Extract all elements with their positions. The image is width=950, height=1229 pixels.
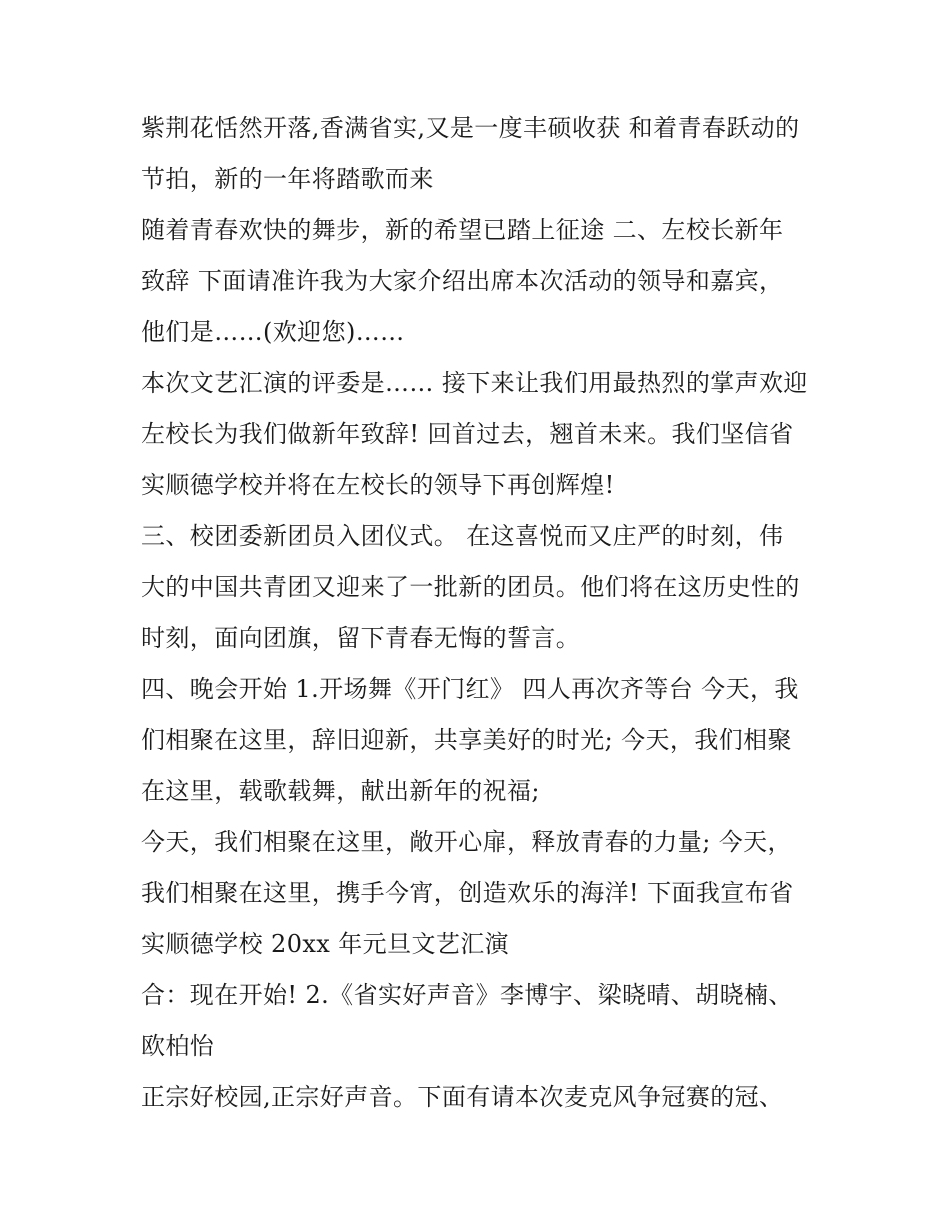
text-line-11: 时刻，面向团旗，留下青春无悔的誓言。 bbox=[141, 624, 581, 652]
text-line-7: 左校长为我们做新年致辞! 回首过去，翘首未来。我们坚信省 bbox=[141, 420, 794, 448]
document-body bbox=[141, 103, 821, 1123]
text-line-16: 我们相聚在这里，携手今宵，创造欢乐的海洋! 下面我宣布省 bbox=[141, 879, 794, 907]
text-line-2: 节拍，新的一年将踏歌而来 bbox=[141, 165, 434, 193]
text-line-12: 四、晚会开始 1.开场舞《开门红》 四人再次齐等台 今天，我 bbox=[141, 675, 799, 703]
text-line-1: 紫荆花恬然开落,香满省实,又是一度丰硕收获 和着青春跃动的 bbox=[141, 114, 800, 142]
text-line-18: 合：现在开始! 2.《省实好声音》李博宇、梁晓晴、胡晓楠、 bbox=[141, 981, 793, 1009]
text-line-10: 大的中国共青团又迎来了一批新的团员。他们将在这历史性的 bbox=[141, 573, 800, 601]
text-line-4: 致辞 下面请准许我为大家介绍出席本次活动的领导和嘉宾， bbox=[141, 267, 784, 295]
text-line-6: 本次文艺汇演的评委是…… 接下来让我们用最热烈的掌声欢迎 bbox=[141, 369, 808, 397]
text-line-15: 今天，我们相聚在这里，敞开心扉，释放青春的力量; 今天， bbox=[141, 828, 792, 856]
text-line-5: 他们是……(欢迎您)…… bbox=[141, 318, 405, 346]
text-line-17: 实顺德学校 20xx 年元旦文艺汇演 bbox=[141, 930, 510, 958]
text-line-19: 欧柏怡 bbox=[141, 1032, 215, 1060]
text-line-20: 正宗好校园,正宗好声音。下面有请本次麦克风争冠赛的冠、 bbox=[141, 1083, 784, 1111]
text-line-14: 在这里，载歌载舞，献出新年的祝福; bbox=[141, 777, 540, 805]
text-line-3: 随着青春欢快的舞步，新的希望已踏上征途 二、左校长新年 bbox=[141, 216, 784, 244]
text-line-8: 实顺德学校并将在左校长的领导下再创辉煌! bbox=[141, 471, 615, 499]
text-line-9: 三、校团委新团员入团仪式。 在这喜悦而又庄严的时刻，伟 bbox=[141, 522, 784, 550]
text-line-13: 们相聚在这里，辞旧迎新，共享美好的时光; 今天，我们相聚 bbox=[141, 726, 792, 754]
